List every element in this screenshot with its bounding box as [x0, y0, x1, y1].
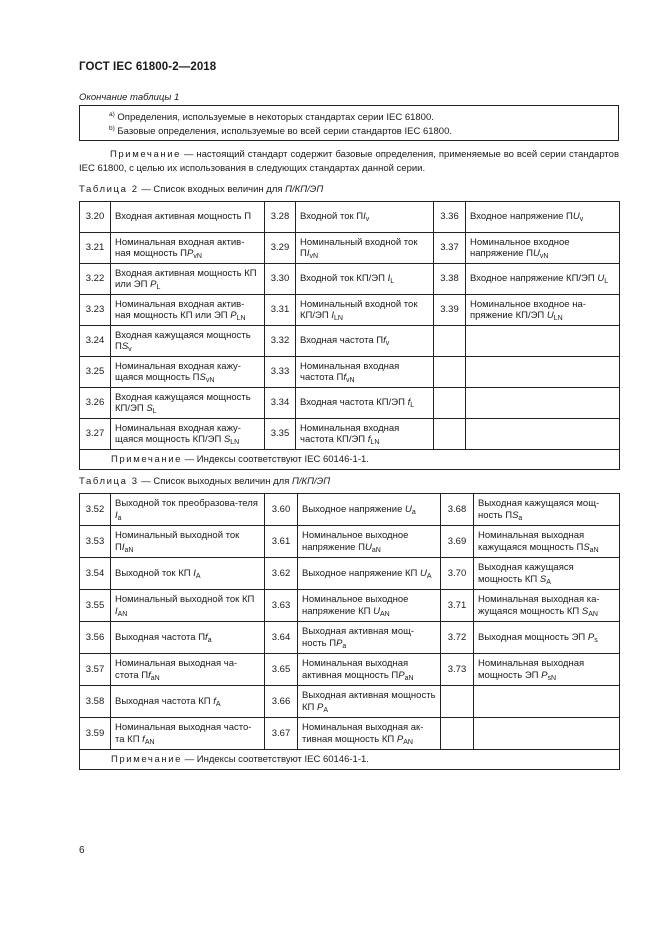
term-number: 3.29: [265, 233, 296, 264]
table2-caption-italic: П/КП/ЭП: [285, 184, 324, 195]
term-text: Номинальное входное напряжение П: [470, 236, 570, 259]
symbol: I: [387, 273, 391, 285]
term-number: 3.59: [80, 718, 111, 750]
table-row: [80, 654, 620, 686]
symbol-subscript: a: [411, 508, 416, 516]
table2-caption: [79, 184, 323, 195]
term-name: [474, 526, 620, 558]
term-name: [296, 357, 434, 388]
table-row: [80, 526, 620, 558]
table-row: [80, 494, 620, 526]
term-text: Номинальная входная частота П: [300, 360, 400, 383]
table-note-text: — Индексы соответствуют IEC 60146-1-1.: [182, 453, 369, 465]
term-name: [296, 388, 434, 419]
table3-caption-text: — Список выходных величин для: [138, 476, 292, 487]
term-name: [298, 622, 441, 654]
table-note-row: [80, 750, 620, 770]
term-name: [296, 295, 434, 326]
term-name: [296, 202, 434, 233]
term-name: [474, 654, 620, 686]
term-name: [111, 388, 265, 419]
symbol-subscript: L: [604, 278, 609, 286]
table-note: [80, 750, 620, 770]
symbol-subscript: AN: [380, 610, 390, 618]
footnote-a: [109, 112, 434, 123]
term-number: 3.32: [265, 326, 296, 357]
symbol: S: [146, 403, 153, 414]
term-name: [466, 388, 620, 419]
symbol: S: [199, 372, 206, 383]
symbol: P: [317, 701, 324, 713]
term-name: [474, 590, 620, 622]
term-text: Номинальная выходная часто-та КП: [115, 722, 252, 745]
term-name: [474, 622, 620, 654]
term-name: [474, 686, 620, 718]
symbol-subscript: vN: [205, 377, 215, 384]
term-text: Номинальный выходной ток КП: [115, 594, 255, 605]
term-number: [441, 686, 474, 718]
term-text: Выходной ток КП: [115, 567, 194, 579]
note-text: — настоящий стандарт содержит базовые определения, применяемые во всей серии стандартов IEC 61800, с целью их использования в следующих стандартах данной серии.: [79, 149, 619, 174]
term-name: [474, 558, 620, 590]
term-name: [466, 357, 620, 388]
table3-caption-italic: П/КП/ЭП: [291, 476, 331, 487]
symbol: I: [331, 310, 334, 321]
term-text: Номинальная входная кажу-щаяся мощность П: [115, 360, 241, 383]
term-name: [298, 558, 441, 590]
table-row: [80, 202, 620, 233]
term-number: [434, 419, 466, 450]
symbol-subscript: a: [518, 514, 523, 522]
term-text: Номинальный входной ток КП/ЭП: [300, 298, 418, 321]
term-text: Номинальная входная актив-ная мощность КП или ЭП: [115, 298, 245, 321]
term-number: [434, 388, 466, 419]
term-number: 3.56: [80, 622, 111, 654]
term-text: Выходная частота П: [115, 631, 206, 643]
term-number: 3.62: [265, 558, 298, 590]
symbol: S: [121, 341, 129, 352]
term-name: [298, 718, 441, 750]
term-text: Выходное напряжение: [302, 503, 405, 515]
symbol-subscript: vN: [539, 253, 549, 260]
term-name: [111, 326, 265, 357]
term-number: 3.37: [434, 233, 466, 264]
symbol: I: [115, 605, 118, 617]
term-name: [111, 233, 265, 264]
symbol: f: [205, 631, 208, 643]
symbol: I: [115, 509, 118, 521]
term-name: [298, 686, 441, 718]
term-name: [111, 357, 265, 388]
term-number: 3.20: [80, 202, 111, 233]
term-text: Входной ток КП/ЭП: [300, 273, 388, 285]
term-number: 3.65: [265, 654, 298, 686]
term-name: [111, 419, 265, 450]
term-name: [474, 494, 620, 526]
term-name: [466, 326, 620, 357]
table-row: [80, 388, 620, 419]
symbol: U: [420, 567, 427, 579]
table-row: [80, 357, 620, 388]
term-text: Номинальное входное на-пряжение КП/ЭП: [470, 298, 586, 321]
table-row: [80, 622, 620, 654]
symbol-subscript: LN: [333, 315, 343, 322]
term-text: Выходная частота КП: [115, 695, 214, 707]
term-name: [298, 526, 441, 558]
term-text: Выходная мощность ЭП: [478, 631, 588, 643]
term-number: 3.63: [265, 590, 298, 622]
term-number: 3.64: [265, 622, 298, 654]
term-number: 3.53: [80, 526, 111, 558]
term-number: 3.68: [441, 494, 474, 526]
symbol: I: [363, 211, 366, 223]
term-number: 3.34: [265, 388, 296, 419]
term-text: Номинальная выходная ча-стота П: [115, 658, 238, 681]
term-name: [474, 718, 620, 750]
table3-caption-label: Таблица 3: [79, 476, 139, 487]
term-name: [111, 590, 265, 622]
term-text: Входная активная мощность КП или ЭП: [115, 267, 257, 290]
term-name: [298, 654, 441, 686]
term-number: 3.67: [265, 718, 298, 750]
footnote-a-mark: a): [109, 111, 115, 118]
table-note-label: Примечание: [111, 753, 182, 765]
term-name: [111, 202, 265, 233]
term-name: [466, 233, 620, 264]
term-number: 3.52: [80, 494, 111, 526]
symbol: P: [150, 279, 157, 290]
term-number: 3.39: [434, 295, 466, 326]
symbol-subscript: aN: [150, 674, 160, 682]
symbol: U: [373, 605, 380, 617]
term-text: Номинальное выходное напряжение КП: [302, 594, 409, 617]
term-name: [296, 233, 434, 264]
table-row: [80, 686, 620, 718]
symbol: f: [213, 695, 216, 707]
symbol-subscript: v: [128, 346, 132, 353]
symbol: f: [407, 397, 411, 409]
term-number: [434, 357, 466, 388]
symbol: P: [398, 669, 405, 681]
term-text: Номинальное выходное напряжение П: [302, 530, 409, 553]
term-name: [296, 419, 434, 450]
table-row: [80, 419, 620, 450]
table-row: [80, 264, 620, 295]
table1-footnotes-box: [79, 105, 619, 141]
term-text: Входное напряжение КП/ЭП: [470, 273, 598, 285]
table-row: [80, 558, 620, 590]
term-number: 3.55: [80, 590, 111, 622]
table2-caption-text: — Список входных величин для: [138, 184, 286, 195]
symbol-subscript: AN: [403, 738, 413, 746]
table1-continuation-title: Окончание таблицы 1: [79, 92, 180, 103]
symbol-subscript: A: [195, 572, 201, 580]
term-number: 3.60: [265, 494, 298, 526]
symbol-subscript: L: [390, 278, 395, 286]
table-note: [80, 450, 620, 470]
table3-caption: [79, 476, 330, 487]
symbol: I: [121, 541, 125, 553]
term-number: 3.30: [265, 264, 296, 295]
symbol-subscript: s: [594, 636, 598, 644]
term-text: Номинальный выходной ток П: [115, 530, 240, 553]
page-number: 6: [79, 845, 85, 856]
term-text: Номинальная выходная кажущаяся мощность П: [478, 530, 585, 553]
term-text: Входная активная мощность П: [115, 211, 252, 223]
symbol-subscript: v: [365, 216, 370, 224]
footnote-b: [109, 126, 452, 137]
symbol: U: [546, 310, 554, 321]
symbol: S: [581, 605, 589, 617]
term-name: [298, 590, 441, 622]
symbol: U: [405, 503, 412, 515]
term-name: [111, 686, 265, 718]
term-name: [111, 295, 265, 326]
term-text: Номинальная входная актив-ная мощность П: [115, 236, 245, 259]
term-number: 3.33: [265, 357, 296, 388]
symbol-subscript: v: [579, 216, 584, 224]
term-name: [111, 558, 265, 590]
term-number: 3.66: [265, 686, 298, 718]
table-note-text: — Индексы соответствуют IEC 60146-1-1.: [182, 753, 369, 765]
term-name: [296, 326, 434, 357]
symbol: P: [541, 669, 548, 681]
term-text: Выходная кажущаяся мощность КП: [478, 562, 574, 585]
term-number: 3.27: [80, 419, 111, 450]
symbol: P: [336, 637, 343, 649]
term-number: 3.73: [441, 654, 474, 686]
footnote-b-text: Базовые определения, используемые во всей серии стандартов IEC 61800.: [117, 126, 453, 137]
table-note-label: Примечание: [111, 453, 182, 465]
term-name: [296, 264, 434, 295]
term-number: 3.23: [80, 295, 111, 326]
symbol-subscript: vN: [193, 253, 202, 260]
term-number: 3.69: [441, 526, 474, 558]
term-name: [111, 654, 265, 686]
symbol-subscript: aN: [404, 674, 414, 682]
term-text: Входная кажущаяся мощность КП/ЭП: [115, 391, 251, 414]
symbol-subscript: AN: [117, 610, 128, 618]
term-text: Номинальная выходная мощность ЭП: [478, 658, 585, 681]
term-text: Входная кажущаяся мощность П: [115, 329, 251, 352]
term-text: Выходная активная мощность КП: [302, 690, 436, 713]
symbol-subscript: vN: [345, 377, 355, 384]
symbol: f: [343, 372, 346, 383]
symbol-subscript: LN: [236, 315, 246, 322]
symbol: P: [230, 310, 237, 321]
note-label: Примечание: [110, 149, 181, 160]
symbol: S: [583, 541, 590, 553]
term-name: [111, 526, 265, 558]
symbol: U: [532, 248, 540, 259]
term-number: 3.21: [80, 233, 111, 264]
term-text: Входная частота П: [300, 335, 384, 347]
table2-caption-label: Таблица 2: [79, 184, 139, 195]
table-row: [80, 590, 620, 622]
table2-input-quantities: [79, 201, 620, 470]
symbol: f: [383, 335, 386, 347]
term-text: Выходная кажущаяся мощ-ность П: [478, 498, 600, 521]
symbol: U: [572, 211, 580, 223]
table-note-row: [80, 450, 620, 470]
term-text: Входная частота КП/ЭП: [300, 397, 408, 409]
term-number: 3.22: [80, 264, 111, 295]
symbol-subscript: A: [215, 700, 221, 708]
symbol-subscript: L: [156, 284, 161, 291]
symbol: S: [223, 434, 231, 445]
term-text: Выходная активная мощ-ность П: [302, 626, 415, 649]
term-number: 3.31: [265, 295, 296, 326]
symbol-subscript: a: [342, 642, 347, 650]
term-number: 3.70: [441, 558, 474, 590]
term-number: 3.36: [434, 202, 466, 233]
term-text: Выходной ток преобразова-теля: [115, 498, 258, 509]
term-number: 3.72: [441, 622, 474, 654]
term-name: [111, 264, 265, 295]
symbol-subscript: LN: [370, 439, 380, 446]
table-row: [80, 326, 620, 357]
symbol-subscript: aN: [589, 546, 599, 554]
term-number: [434, 326, 466, 357]
term-number: 3.26: [80, 388, 111, 419]
symbol-subscript: A: [323, 706, 329, 714]
term-name: [111, 718, 265, 750]
table-row: [80, 718, 620, 750]
symbol: P: [587, 631, 595, 643]
term-text: Номинальный входной ток П: [300, 236, 418, 259]
symbol-subscript: AN: [588, 610, 598, 618]
footnote-b-mark: b): [109, 125, 115, 132]
term-name: [111, 622, 265, 654]
term-text: Номинальная входная частота КП/ЭП: [300, 422, 400, 445]
symbol-subscript: a: [207, 636, 212, 644]
term-name: [466, 264, 620, 295]
symbol-subscript: aN: [371, 546, 381, 554]
symbol-subscript: aN: [124, 546, 134, 554]
symbol: I: [193, 567, 196, 579]
term-number: 3.35: [265, 419, 296, 450]
symbol: S: [512, 509, 519, 521]
symbol: S: [539, 573, 547, 585]
term-text: Выходное напряжение КП: [302, 567, 420, 579]
symbol: U: [364, 541, 372, 553]
table-row: [80, 233, 620, 264]
term-name: [466, 419, 620, 450]
term-number: 3.38: [434, 264, 466, 295]
term-text: Входное напряжение П: [470, 211, 573, 223]
term-number: [441, 718, 474, 750]
symbol: I: [306, 248, 310, 259]
term-name: [466, 295, 620, 326]
symbol-subscript: LN: [553, 315, 563, 322]
table-row: [80, 295, 620, 326]
term-number: 3.71: [441, 590, 474, 622]
term-number: 3.57: [80, 654, 111, 686]
symbol: f: [142, 733, 145, 745]
symbol-subscript: A: [426, 572, 432, 580]
term-number: 3.54: [80, 558, 111, 590]
term-name: [466, 202, 620, 233]
term-text: Номинальная выходная ак-тивная мощность КП: [302, 722, 424, 745]
term-text: Номинальная выходная ка-жущаяся мощность КП: [478, 594, 600, 617]
document-header: ГОСТ IEC 61800-2—2018: [79, 61, 217, 73]
term-number: 3.28: [265, 202, 296, 233]
symbol-subscript: A: [546, 578, 551, 586]
symbol: f: [367, 434, 371, 445]
symbol-subscript: L: [152, 408, 157, 415]
term-number: 3.61: [265, 526, 298, 558]
symbol-subscript: L: [410, 402, 415, 410]
symbol-subscript: AN: [144, 738, 155, 746]
term-text: Входной ток П: [300, 211, 364, 223]
symbol-subscript: vN: [309, 253, 319, 260]
term-number: 3.25: [80, 357, 111, 388]
term-text: Номинальная входная кажу-щаяся мощность КП/ЭП: [115, 422, 241, 445]
table3-output-quantities: [79, 493, 620, 770]
symbol: f: [148, 669, 151, 681]
term-name: [298, 494, 441, 526]
symbol-subscript: a: [117, 514, 122, 522]
term-name: [111, 494, 265, 526]
term-number: 3.24: [80, 326, 111, 357]
symbol-subscript: sN: [547, 674, 557, 682]
symbol: P: [396, 733, 404, 745]
term-number: 3.58: [80, 686, 111, 718]
note-paragraph: [79, 148, 619, 176]
term-text: Номинальная выходная активная мощность П: [302, 658, 409, 681]
symbol-subscript: LN: [230, 439, 240, 446]
footnote-a-text: Определения, используемые в некоторых стандартах серии IEC 61800.: [117, 112, 434, 123]
symbol-subscript: v: [385, 340, 390, 348]
symbol: P: [187, 248, 194, 259]
symbol: U: [597, 273, 605, 285]
